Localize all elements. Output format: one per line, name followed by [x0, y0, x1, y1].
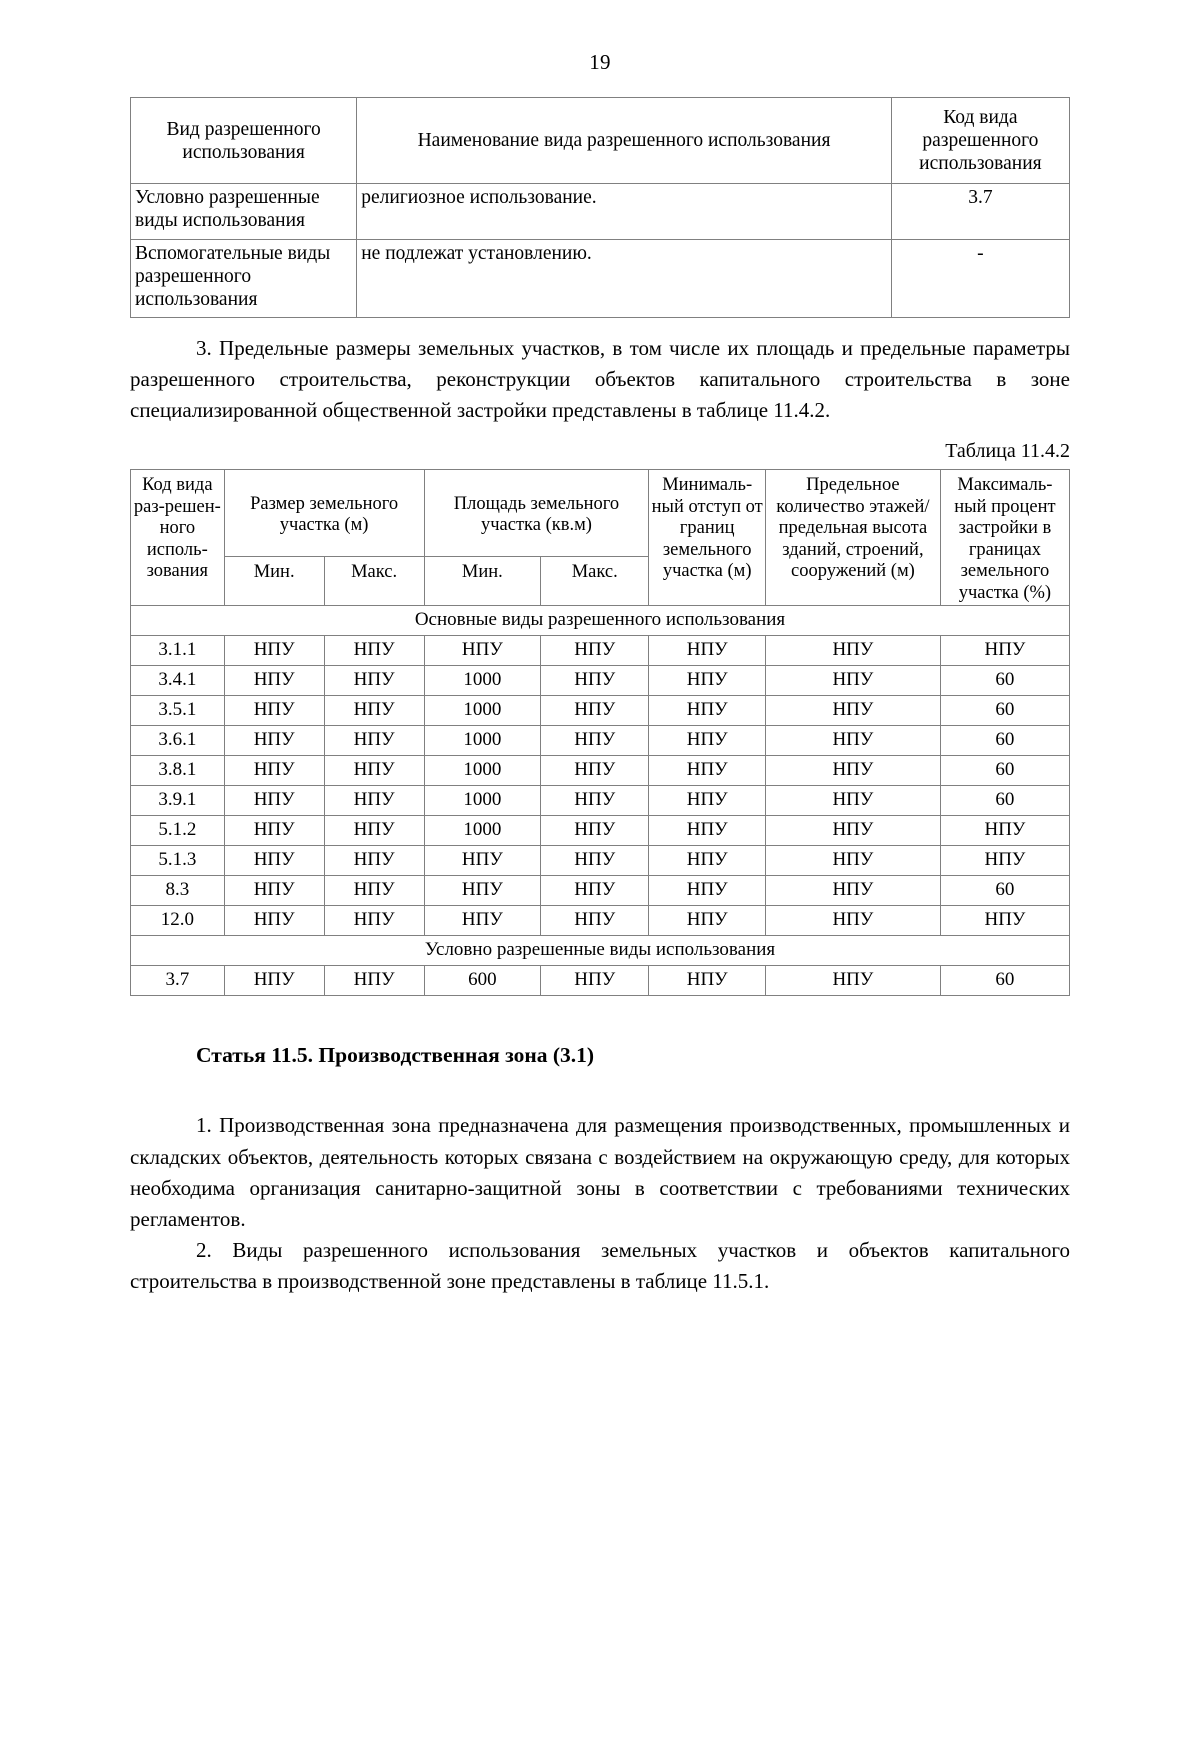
cell-size-min: НПУ	[224, 966, 324, 996]
cell-floors: НПУ	[765, 756, 940, 786]
cell-size-max: НПУ	[324, 726, 424, 756]
spacer	[130, 1070, 1070, 1110]
cell-floors: НПУ	[765, 786, 940, 816]
cell-size-max: НПУ	[324, 666, 424, 696]
table-row	[131, 846, 1070, 876]
header-cell-size-max: Макс.	[324, 556, 424, 605]
article-paragraph-1: 1. Производственная зона предназначена для размещения производственных, промышленных и складских объектов, деятельность которых связана с воздействием на окружающую среду, для которых необходима организация санитарно-защитной зоны в соответствии с требованиями технических регламентов.	[130, 1113, 1070, 1231]
cell-coverage: 60	[940, 966, 1069, 996]
cell-size-min: НПУ	[224, 846, 324, 876]
cell-coverage: НПУ	[940, 635, 1069, 665]
cell-code: 12.0	[131, 906, 225, 936]
cell-name: религиозное использование.	[357, 184, 892, 240]
cell-coverage: 60	[940, 786, 1069, 816]
paragraph-3: 3. Предельные размеры земельных участков, в том числе их площадь и предельные параметры разрешенного строительства, реконструкции объектов капитального строительства в зоне специализированной общественной застройки представлены в таблице 11.4.2.	[130, 336, 1070, 423]
header-cell-code: Код вида раз-решен-ного исполь-зования	[131, 470, 225, 606]
cell-code: 3.7	[891, 184, 1069, 240]
cell-area-max: НПУ	[541, 906, 649, 936]
header-cell-area-min: Мин.	[424, 556, 541, 605]
table-row	[131, 756, 1070, 786]
header-cell-name: Наименование вида разрешенного использования	[357, 98, 892, 184]
table-row	[131, 816, 1070, 846]
cell-code: 3.7	[131, 966, 225, 996]
cell-code: 3.4.1	[131, 666, 225, 696]
cell-coverage: 60	[940, 726, 1069, 756]
cell-area-min: НПУ	[424, 906, 541, 936]
cell-floors: НПУ	[765, 635, 940, 665]
cell-floors: НПУ	[765, 966, 940, 996]
table-row	[131, 635, 1070, 665]
cell-size-min: НПУ	[224, 666, 324, 696]
cell-size-max: НПУ	[324, 816, 424, 846]
cell-code: 5.1.2	[131, 816, 225, 846]
table-row-header	[131, 98, 1070, 184]
table-row	[131, 906, 1070, 936]
cell-code: 3.1.1	[131, 635, 225, 665]
document-page	[0, 50, 1200, 1748]
page-content	[130, 97, 1070, 1297]
cell-area-max: НПУ	[541, 756, 649, 786]
cell-code: 3.9.1	[131, 786, 225, 816]
cell-area-min: 1000	[424, 696, 541, 726]
table-row	[131, 726, 1070, 756]
cell-coverage: НПУ	[940, 846, 1069, 876]
cell-area-max: НПУ	[541, 786, 649, 816]
section-label-conditional: Условно разрешенные виды использования	[131, 936, 1070, 966]
cell-code: -	[891, 240, 1069, 318]
cell-area-min: 1000	[424, 666, 541, 696]
cell-setback: НПУ	[649, 816, 766, 846]
table-caption: Таблица 11.4.2	[945, 440, 1070, 463]
table-permitted-use	[130, 97, 1070, 318]
cell-coverage: 60	[940, 876, 1069, 906]
cell-setback: НПУ	[649, 786, 766, 816]
cell-coverage: НПУ	[940, 906, 1069, 936]
cell-area-min: 1000	[424, 786, 541, 816]
cell-floors: НПУ	[765, 666, 940, 696]
cell-area-min: 1000	[424, 756, 541, 786]
cell-area-min: 1000	[424, 726, 541, 756]
cell-area-min: 1000	[424, 816, 541, 846]
cell-size-min: НПУ	[224, 635, 324, 665]
header-cell-setback: Минималь-ный отступ от границ земельного участка (м)	[649, 470, 766, 606]
cell-setback: НПУ	[649, 696, 766, 726]
header-cell-coverage: Максималь-ный процент застройки в границах земельного участка (%)	[940, 470, 1069, 606]
cell-code: 5.1.3	[131, 846, 225, 876]
cell-size-max: НПУ	[324, 635, 424, 665]
table-row	[131, 666, 1070, 696]
cell-size-min: НПУ	[224, 816, 324, 846]
cell-size-min: НПУ	[224, 876, 324, 906]
cell-code: 3.8.1	[131, 756, 225, 786]
cell-kind: Условно разрешенные виды использования	[131, 184, 357, 240]
cell-area-max: НПУ	[541, 635, 649, 665]
article-paragraph-2: 2. Виды разрешенного использования земельных участков и объектов капитального строительства в производственной зоне представлены в таблице 11.5.1.	[130, 1237, 1070, 1293]
page-number: 19	[589, 50, 611, 74]
header-cell-area-group: Площадь земельного участка (кв.м)	[424, 470, 649, 556]
cell-floors: НПУ	[765, 696, 940, 726]
cell-kind: Вспомогательные виды разрешенного использования	[131, 240, 357, 318]
table-limit-parameters	[130, 469, 1070, 996]
cell-coverage: 60	[940, 666, 1069, 696]
cell-area-min: НПУ	[424, 846, 541, 876]
cell-setback: НПУ	[649, 756, 766, 786]
cell-setback: НПУ	[649, 726, 766, 756]
cell-setback: НПУ	[649, 876, 766, 906]
cell-area-min: НПУ	[424, 635, 541, 665]
header-cell-size-min: Мин.	[224, 556, 324, 605]
cell-coverage: НПУ	[940, 816, 1069, 846]
header-cell-code: Код вида разрешенного использования	[891, 98, 1069, 184]
cell-code: 8.3	[131, 876, 225, 906]
cell-area-min: НПУ	[424, 876, 541, 906]
table-row	[131, 696, 1070, 726]
cell-area-max: НПУ	[541, 846, 649, 876]
table-section-row-conditional	[131, 936, 1070, 966]
cell-floors: НПУ	[765, 906, 940, 936]
cell-area-max: НПУ	[541, 816, 649, 846]
cell-size-max: НПУ	[324, 846, 424, 876]
cell-size-max: НПУ	[324, 786, 424, 816]
cell-coverage: 60	[940, 756, 1069, 786]
cell-size-max: НПУ	[324, 906, 424, 936]
table-row	[131, 184, 1070, 240]
cell-code: 3.6.1	[131, 726, 225, 756]
cell-coverage: 60	[940, 696, 1069, 726]
cell-setback: НПУ	[649, 666, 766, 696]
cell-size-min: НПУ	[224, 906, 324, 936]
cell-size-max: НПУ	[324, 876, 424, 906]
cell-size-min: НПУ	[224, 726, 324, 756]
cell-setback: НПУ	[649, 846, 766, 876]
cell-size-min: НПУ	[224, 756, 324, 786]
table-row	[131, 876, 1070, 906]
cell-area-max: НПУ	[541, 666, 649, 696]
article-title: Статья 11.5. Производственная зона (3.1)	[196, 1043, 595, 1068]
cell-size-max: НПУ	[324, 966, 424, 996]
table-row-header-1	[131, 470, 1070, 556]
header-cell-kind: Вид разрешенного использования	[131, 98, 357, 184]
cell-area-min: 600	[424, 966, 541, 996]
cell-size-max: НПУ	[324, 756, 424, 786]
cell-floors: НПУ	[765, 876, 940, 906]
cell-area-max: НПУ	[541, 966, 649, 996]
table-section-row-main	[131, 605, 1070, 635]
cell-size-min: НПУ	[224, 696, 324, 726]
cell-name: не подлежат установлению.	[357, 240, 892, 318]
header-cell-size-group: Размер земельного участка (м)	[224, 470, 424, 556]
cell-setback: НПУ	[649, 635, 766, 665]
cell-setback: НПУ	[649, 966, 766, 996]
cell-setback: НПУ	[649, 906, 766, 936]
cell-area-max: НПУ	[541, 726, 649, 756]
spacer	[130, 318, 1070, 324]
table-row	[131, 786, 1070, 816]
cell-floors: НПУ	[765, 726, 940, 756]
header-cell-floors: Предельное количество этажей/ предельная высота зданий, строений, сооружений (м)	[765, 470, 940, 606]
table-row	[131, 240, 1070, 318]
cell-area-max: НПУ	[541, 876, 649, 906]
header-cell-area-max: Макс.	[541, 556, 649, 605]
cell-floors: НПУ	[765, 816, 940, 846]
cell-floors: НПУ	[765, 846, 940, 876]
cell-size-min: НПУ	[224, 786, 324, 816]
cell-area-max: НПУ	[541, 696, 649, 726]
cell-size-max: НПУ	[324, 696, 424, 726]
section-label-main: Основные виды разрешенного использования	[131, 605, 1070, 635]
table-row	[131, 966, 1070, 996]
cell-code: 3.5.1	[131, 696, 225, 726]
